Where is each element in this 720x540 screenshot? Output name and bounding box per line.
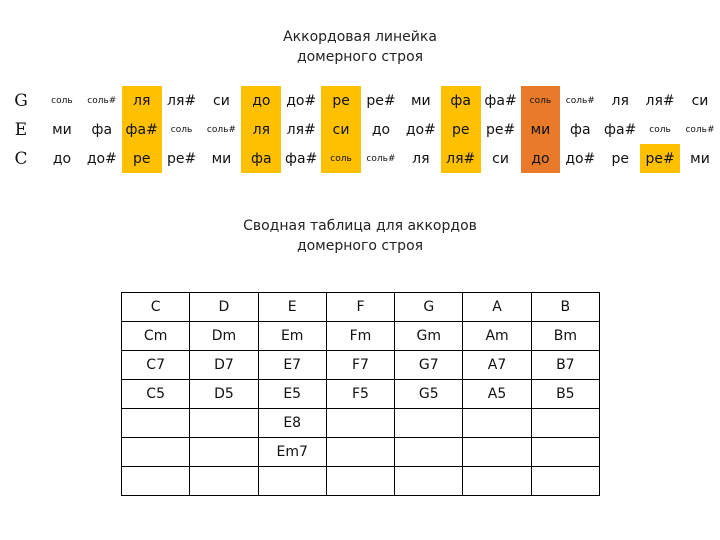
- note-cell: до: [371, 121, 391, 138]
- chord-cell: G7: [395, 351, 463, 380]
- chord-cell: B7: [531, 351, 599, 380]
- note-cell: си: [213, 92, 230, 109]
- chord-cell: [122, 438, 190, 467]
- note-cell: до: [52, 150, 72, 167]
- chord-row: [122, 322, 600, 351]
- chord-cell: [395, 438, 463, 467]
- note-cell: ля#: [286, 121, 316, 138]
- chord-table-title-line-1: Сводная таблица для аккордов: [243, 218, 477, 234]
- chord-cell: Em7: [258, 438, 326, 467]
- chord-cell: A7: [463, 351, 531, 380]
- note-cell: ми: [690, 150, 710, 167]
- chord-cell: E7: [258, 351, 326, 380]
- chord-cell: D: [190, 293, 258, 322]
- note-cell: ре#: [485, 121, 516, 138]
- chord-cell: A: [463, 293, 531, 322]
- note-cell: до: [241, 86, 281, 115]
- note-cell: си: [321, 115, 361, 144]
- note-cell: ми: [410, 92, 431, 109]
- chord-cell: [190, 409, 258, 438]
- note-cell: ля: [122, 86, 162, 115]
- chord-cell: E: [258, 293, 326, 322]
- note-cell: ре: [611, 150, 629, 167]
- chord-cell: [531, 467, 599, 496]
- chord-cell: [395, 409, 463, 438]
- note-cell: ля: [611, 92, 629, 109]
- chord-cell: Em: [258, 322, 326, 351]
- note-cell: соль: [649, 124, 671, 135]
- chord-cell: B5: [531, 380, 599, 409]
- chord-cell: C5: [122, 380, 190, 409]
- note-cell: соль#: [366, 153, 396, 164]
- chord-cell: [258, 467, 326, 496]
- note-cell: ми: [52, 121, 72, 138]
- chord-cell: Dm: [190, 322, 258, 351]
- fretboard-title-line-1: Аккордовая линейка: [283, 29, 437, 45]
- fretboard-table: [0, 86, 720, 173]
- chord-cell: [190, 438, 258, 467]
- fretboard-row: [0, 144, 720, 173]
- chord-cell: E8: [258, 409, 326, 438]
- note-cell: ля#: [441, 144, 481, 173]
- note-cell: соль#: [206, 124, 236, 135]
- chord-cell: [463, 467, 531, 496]
- note-cell: ре: [321, 86, 361, 115]
- note-cell: соль#: [685, 124, 715, 135]
- note-cell: фа: [441, 86, 481, 115]
- chord-cell: [122, 467, 190, 496]
- chord-cell: [326, 467, 394, 496]
- note-cell: фа#: [122, 115, 162, 144]
- note-cell: фа: [570, 121, 591, 138]
- fretboard-row: [0, 115, 720, 144]
- chord-row: [122, 351, 600, 380]
- note-cell: соль: [321, 144, 361, 173]
- chord-table-title: [0, 216, 720, 256]
- note-cell: ми: [521, 115, 561, 144]
- chord-cell: [463, 409, 531, 438]
- string-name: C: [14, 148, 28, 169]
- note-cell: ля#: [167, 92, 197, 109]
- chord-cell: [190, 467, 258, 496]
- note-cell: фа#: [285, 150, 318, 167]
- chord-cell: [326, 438, 394, 467]
- chord-cell: G: [395, 293, 463, 322]
- fretboard-title: [0, 27, 720, 67]
- chord-cell: D7: [190, 351, 258, 380]
- note-cell: до: [521, 144, 561, 173]
- chord-cell: Am: [463, 322, 531, 351]
- note-cell: до#: [286, 92, 317, 109]
- string-name: G: [14, 90, 28, 111]
- chord-cell: F5: [326, 380, 394, 409]
- fretboard-row: [0, 86, 720, 115]
- note-cell: си: [492, 150, 509, 167]
- note-cell: ре#: [640, 144, 680, 173]
- fretboard-title-line-2: домерного строя: [296, 49, 424, 65]
- chord-cell: D5: [190, 380, 258, 409]
- chord-cell: E5: [258, 380, 326, 409]
- chord-table-title-line-2: домерного строя: [296, 238, 424, 254]
- note-cell: до#: [86, 150, 117, 167]
- chord-cell: [326, 409, 394, 438]
- chord-cell: [531, 438, 599, 467]
- note-cell: ре: [122, 144, 162, 173]
- chord-cell: Cm: [122, 322, 190, 351]
- note-cell: ля: [412, 150, 430, 167]
- chord-cell: A5: [463, 380, 531, 409]
- note-cell: фа#: [604, 121, 637, 138]
- note-cell: фа#: [484, 92, 517, 109]
- chord-cell: F7: [326, 351, 394, 380]
- note-cell: фа: [91, 121, 113, 138]
- note-cell: соль: [51, 95, 73, 106]
- note-cell: до#: [565, 150, 596, 167]
- chord-cell: B: [531, 293, 599, 322]
- chord-row: [122, 409, 600, 438]
- chord-cell: F: [326, 293, 394, 322]
- note-cell: фа: [241, 144, 281, 173]
- note-cell: ля: [241, 115, 281, 144]
- chord-row: [122, 293, 600, 322]
- note-cell: ля#: [645, 92, 675, 109]
- note-cell: ре#: [166, 150, 197, 167]
- chord-cell: C: [122, 293, 190, 322]
- chord-cell: [531, 409, 599, 438]
- chord-row: [122, 380, 600, 409]
- chord-cell: Fm: [326, 322, 394, 351]
- note-cell: соль: [521, 86, 561, 115]
- note-cell: ре#: [366, 92, 396, 109]
- chord-cell: Gm: [395, 322, 463, 351]
- note-cell: соль#: [87, 95, 117, 106]
- note-cell: ре: [441, 115, 481, 144]
- chord-summary-table: [121, 292, 600, 496]
- string-name: E: [14, 119, 28, 140]
- note-cell: ми: [211, 150, 232, 167]
- chord-cell: [463, 438, 531, 467]
- note-cell: соль: [170, 124, 193, 135]
- note-cell: си: [691, 92, 709, 109]
- chord-cell: Bm: [531, 322, 599, 351]
- chord-cell: [395, 467, 463, 496]
- note-cell: до#: [405, 121, 436, 138]
- chord-cell: [122, 409, 190, 438]
- chord-row: [122, 467, 600, 496]
- chord-cell: C7: [122, 351, 190, 380]
- chord-cell: G5: [395, 380, 463, 409]
- note-cell: соль#: [565, 95, 595, 106]
- chord-row: [122, 438, 600, 467]
